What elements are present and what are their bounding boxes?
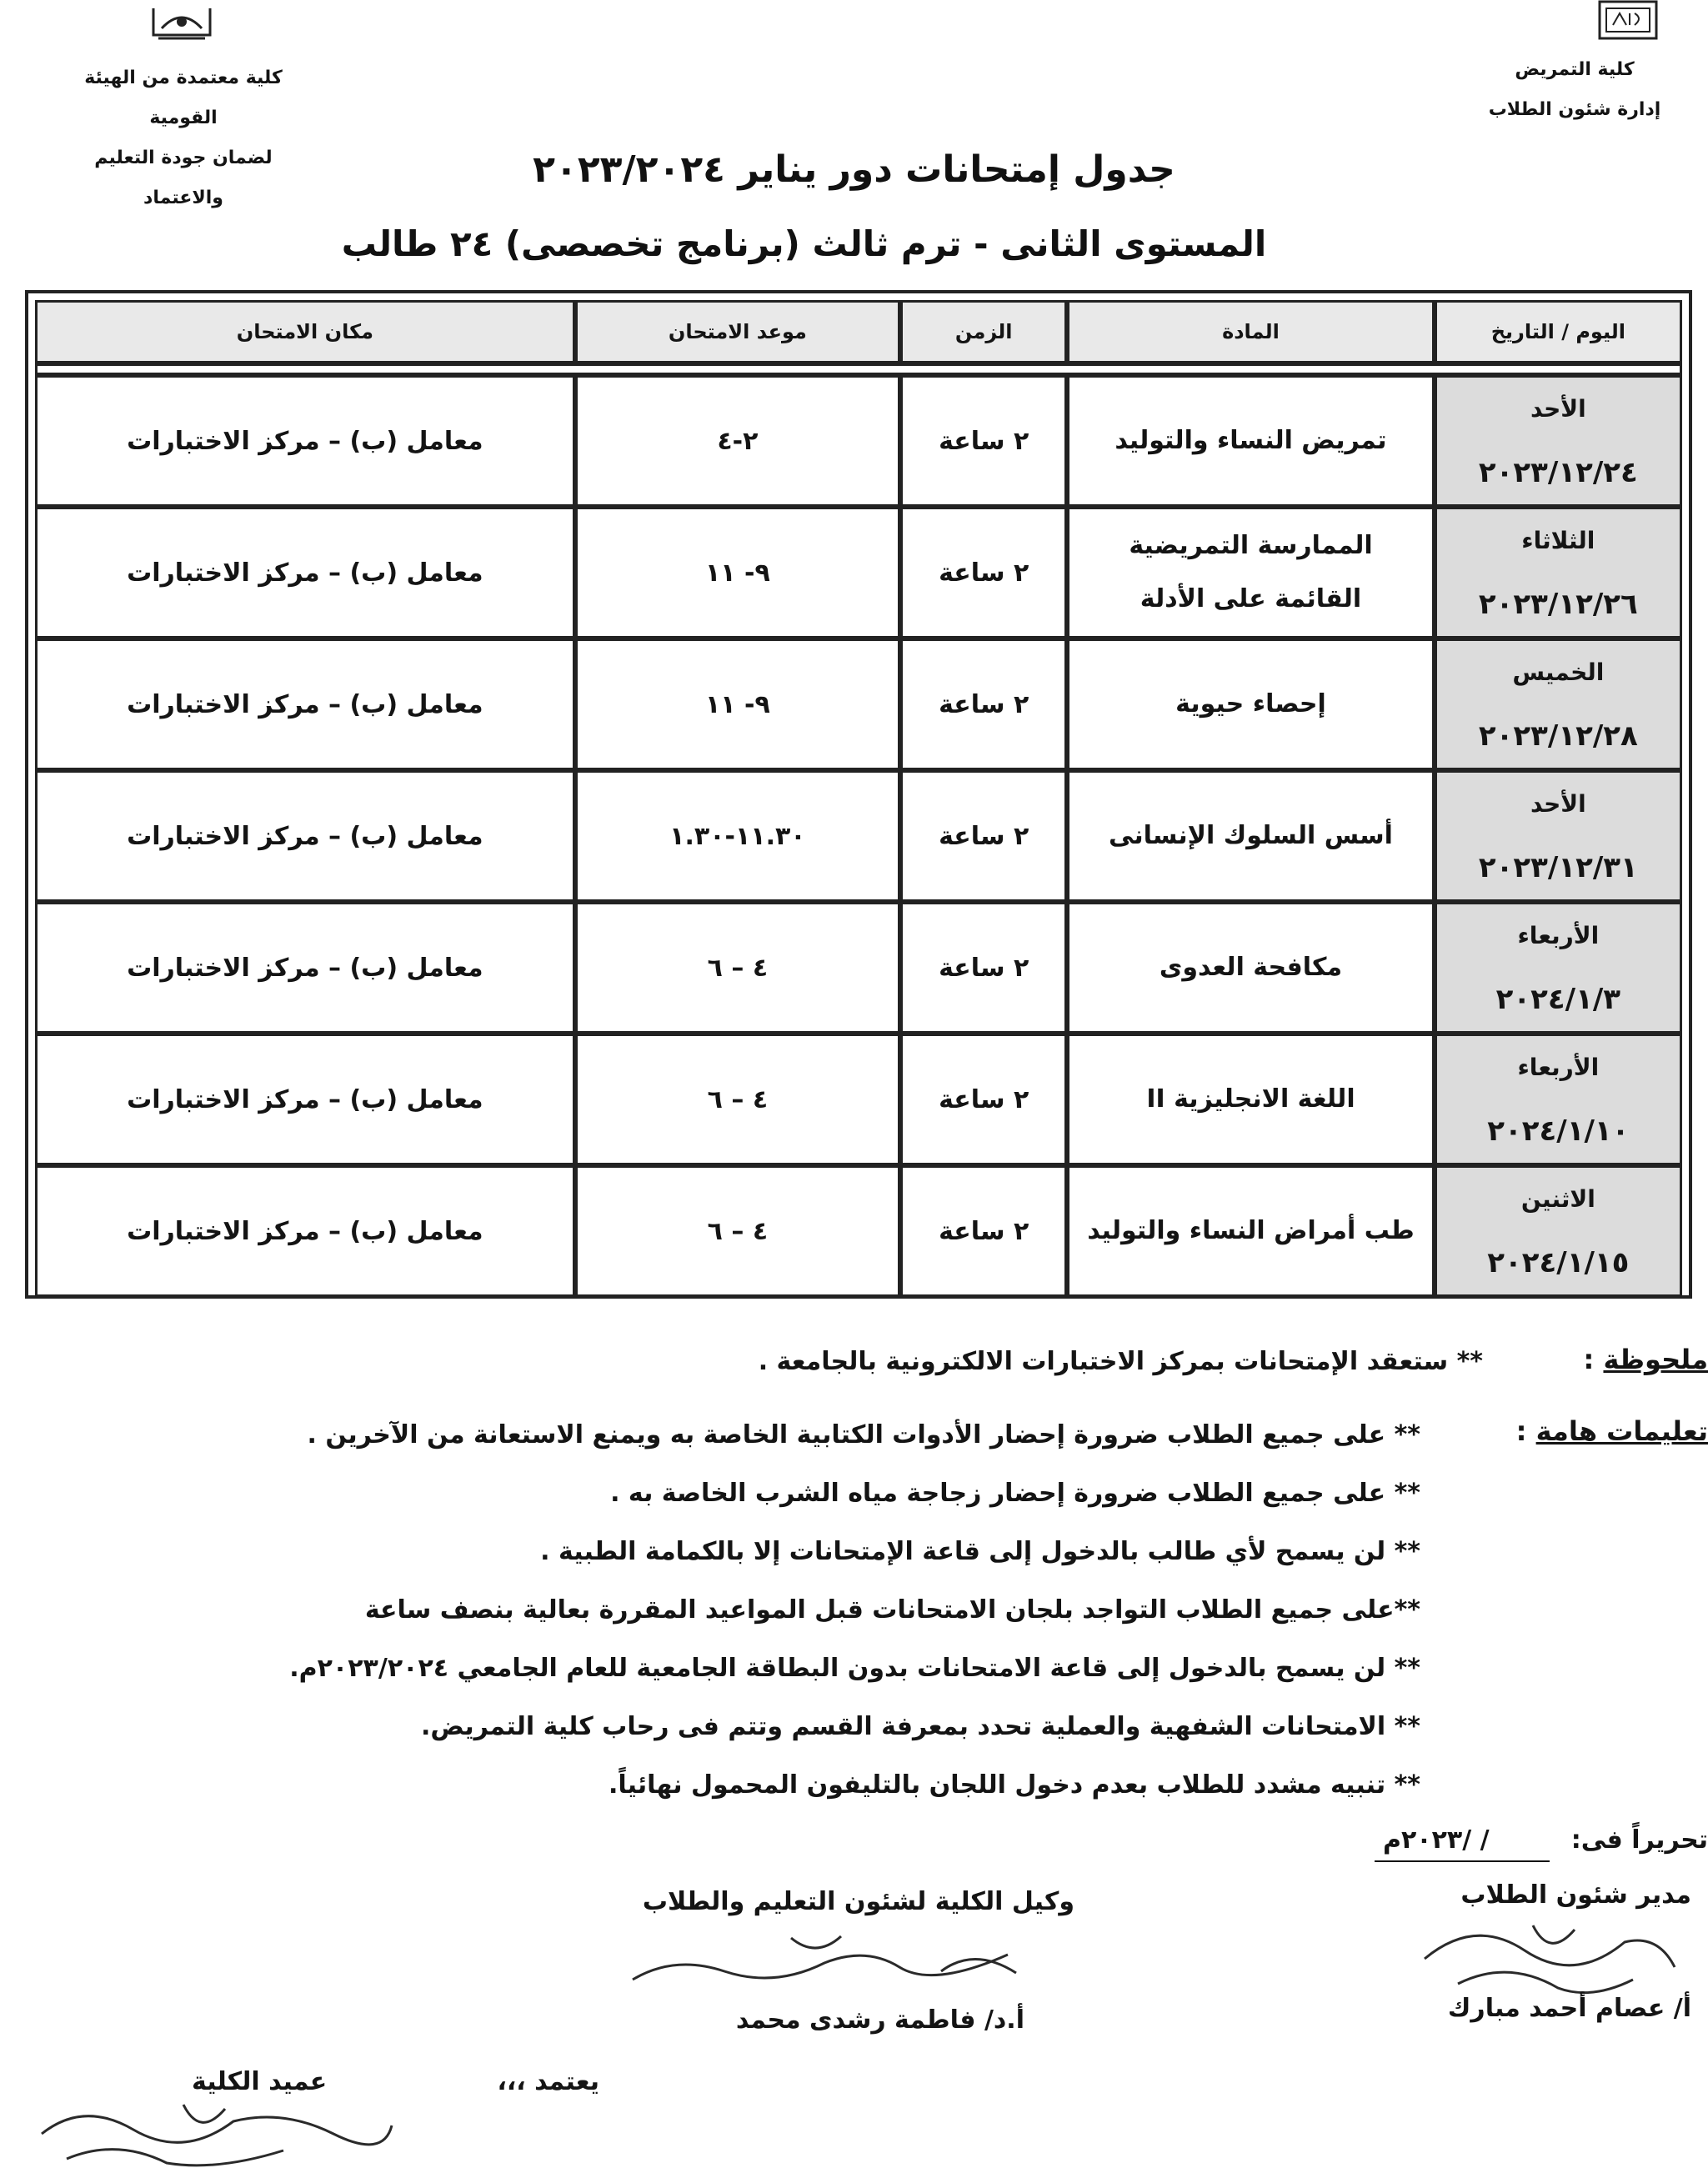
subject-name: اللغة الانجليزية II	[1146, 1084, 1355, 1114]
subject-name: إحصاء حيوية	[1175, 689, 1326, 718]
vice-dean-title: وكيل الكلية لشئون التعليم والطلاب	[642, 1887, 1074, 1916]
table-row	[35, 1165, 1682, 1297]
instruction-item: ** لن يسمح لأي طالب بالدخول إلى قاعة الإمتحانات إلا بالكمامة الطبية .	[540, 1537, 1420, 1566]
approved-label: يعتمد ،،،	[497, 2067, 599, 2096]
director-title: مدير شئون الطلاب	[1460, 1880, 1691, 1910]
day-name: الأحد	[1530, 395, 1586, 423]
accreditation-line-1: كلية معتمدة من الهيئة القومية	[84, 68, 283, 128]
header-time: موعد الامتحان	[575, 300, 900, 363]
note-section: ملحوظة :	[1583, 1344, 1708, 1375]
subject-name: تمريض النساء والتوليد	[1114, 426, 1387, 455]
time-cell: ٤ – ٦	[575, 1165, 900, 1297]
header-date: اليوم / التاريخ	[1435, 300, 1682, 363]
instruction-item: ** على جميع الطلاب ضرورة إحضار الأدوات الكتابية الخاصة به ويمنع الاستعانة من الآخرين .	[307, 1420, 1420, 1450]
date-cell	[1435, 507, 1682, 638]
written-date-value: / /٢٠٢٣م	[1383, 1825, 1490, 1855]
date-cell	[1435, 902, 1682, 1034]
day-name: الثلاثاء	[1521, 527, 1595, 554]
faculty-name: كلية التمريض	[1515, 59, 1635, 80]
time-cell: ٢-٤	[575, 375, 900, 507]
instructions-label-group: تعليمات هامة :	[1515, 1415, 1708, 1447]
place-cell: معامل (ب) – مركز الاختبارات	[35, 902, 575, 1034]
subject-cell	[1067, 638, 1434, 770]
table-row	[35, 902, 1682, 1034]
instruction-item: ** الامتحانات الشفهية والعملية تحدد بمعرفة القسم وتتم فى رحاب كلية التمريض.	[421, 1712, 1420, 1741]
duration-cell: ٢ ساعة	[900, 770, 1067, 902]
duration-cell: ٢ ساعة	[900, 1165, 1067, 1297]
subject-cell	[1067, 507, 1434, 638]
instruction-item: ** على جميع الطلاب ضرورة إحضار زجاجة مياه الشرب الخاصة به .	[610, 1479, 1420, 1508]
table-row	[35, 1034, 1682, 1165]
exam-date: ٢٠٢٤/١/٣	[1495, 983, 1621, 1016]
accreditation-line-2: لضمان جودة التعليم والاعتماد	[94, 148, 273, 208]
day-name: الأحد	[1530, 790, 1586, 818]
exam-date: ٢٠٢٤/١/١٥	[1487, 1246, 1630, 1279]
instruction-item: **على جميع الطلاب التواجد بلجان الامتحانات قبل المواعيد المقررة بعالية بنصف ساعة	[364, 1595, 1420, 1625]
dean-title: عميد الكلية	[192, 2067, 328, 2096]
table-row	[35, 375, 1682, 507]
dean-signature-icon	[33, 2092, 400, 2171]
written-label: تحريراً فى:	[1570, 1825, 1708, 1855]
exam-date: ٢٠٢٣/١٢/٢٤	[1478, 456, 1638, 489]
duration-cell: ٢ ساعة	[900, 902, 1067, 1034]
note-text: ** ستعقد الإمتحانات بمركز الاختبارات الالكترونية بالجامعة .	[758, 1347, 1483, 1376]
subject-cell	[1067, 375, 1434, 507]
date-cell	[1435, 770, 1682, 902]
day-name: الخميس	[1512, 658, 1605, 686]
time-cell: ٤ – ٦	[575, 1034, 900, 1165]
instruction-item: ** لن يسمح بالدخول إلى قاعة الامتحانات بدون البطاقة الجامعية للعام الجامعي ٢٠٢٣/٢٠٢٤م.	[289, 1654, 1420, 1683]
day-name: الأربعاء	[1517, 922, 1600, 949]
subject-cell	[1067, 1165, 1434, 1297]
header-subject: المادة	[1067, 300, 1434, 363]
date-cell	[1435, 1034, 1682, 1165]
subject-name: أسس السلوك الإنسانى	[1108, 821, 1393, 850]
duration-cell: ٢ ساعة	[900, 507, 1067, 638]
department-name: إدارة شئون الطلاب	[1488, 99, 1661, 120]
place-cell: معامل (ب) – مركز الاختبارات	[35, 507, 575, 638]
duration-cell: ٢ ساعة	[900, 375, 1067, 507]
subject-name: الممارسة التمريضية	[1129, 531, 1373, 560]
table-row	[35, 770, 1682, 902]
subject-name: طب أمراض النساء والتوليد	[1087, 1216, 1415, 1245]
header-duration: الزمن	[900, 300, 1067, 363]
accreditation-logo-icon	[150, 0, 213, 43]
table-row	[35, 507, 1682, 638]
vice-dean-name: أ.د/ فاطمة رشدى محمد	[735, 2005, 1024, 2035]
vice-dean-signature-icon	[624, 1921, 1058, 1996]
exam-date: ٢٠٢٣/١٢/٢٨	[1478, 719, 1638, 753]
day-name: الأربعاء	[1517, 1054, 1600, 1081]
subject-name: مكافحة العدوى	[1159, 953, 1343, 982]
page-subtitle: المستوى الثانى - ترم ثالث (برنامج تخصصى) ٢٤ طالب	[341, 223, 1267, 264]
time-cell: ٩- ١١	[575, 507, 900, 638]
place-cell: معامل (ب) – مركز الاختبارات	[35, 1034, 575, 1165]
note-label: ملحوظة	[1603, 1344, 1708, 1375]
place-cell: معامل (ب) – مركز الاختبارات	[35, 375, 575, 507]
place-cell: معامل (ب) – مركز الاختبارات	[35, 1165, 575, 1297]
day-name: الاثنين	[1520, 1185, 1595, 1213]
table-row	[35, 638, 1682, 770]
date-cell	[1435, 1165, 1682, 1297]
page-title: جدول إمتحانات دور يناير ٢٠٢٣/٢٠٢٤	[533, 148, 1175, 191]
time-cell: ٤ – ٦	[575, 902, 900, 1034]
time-cell: ٩- ١١	[575, 638, 900, 770]
subject-name-line-2: القائمة على الأدلة	[1140, 584, 1362, 613]
faculty-logo-icon	[1596, 0, 1660, 43]
faculty-header	[1466, 50, 1683, 130]
exam-schedule-table	[25, 290, 1692, 1299]
time-cell: ١١.٣٠-١.٣٠	[575, 770, 900, 902]
subject-cell	[1067, 1034, 1434, 1165]
exam-date: ٢٠٢٣/١٢/٢٦	[1478, 588, 1638, 621]
director-name: أ/ عصام أحمد مبارك	[1447, 1994, 1691, 2023]
written-date	[1375, 1825, 1708, 1867]
subject-cell	[1067, 770, 1434, 902]
date-cell	[1435, 638, 1682, 770]
date-cell	[1435, 375, 1682, 507]
place-cell: معامل (ب) – مركز الاختبارات	[35, 638, 575, 770]
place-cell: معامل (ب) – مركز الاختبارات	[35, 770, 575, 902]
accreditation-header	[58, 58, 308, 218]
table-header-row	[35, 300, 1682, 363]
exam-date: ٢٠٢٣/١٢/٣١	[1478, 851, 1638, 884]
exam-date: ٢٠٢٤/١/١٠	[1487, 1114, 1630, 1148]
instructions-label: تعليمات هامة	[1535, 1415, 1708, 1447]
header-place: مكان الامتحان	[35, 300, 575, 363]
duration-cell: ٢ ساعة	[900, 1034, 1067, 1165]
duration-cell: ٢ ساعة	[900, 638, 1067, 770]
instruction-item: ** تنبيه مشدد للطلاب بعدم دخول اللجان بالتليفون المحمول نهائياً.	[609, 1770, 1420, 1800]
subject-cell	[1067, 902, 1434, 1034]
